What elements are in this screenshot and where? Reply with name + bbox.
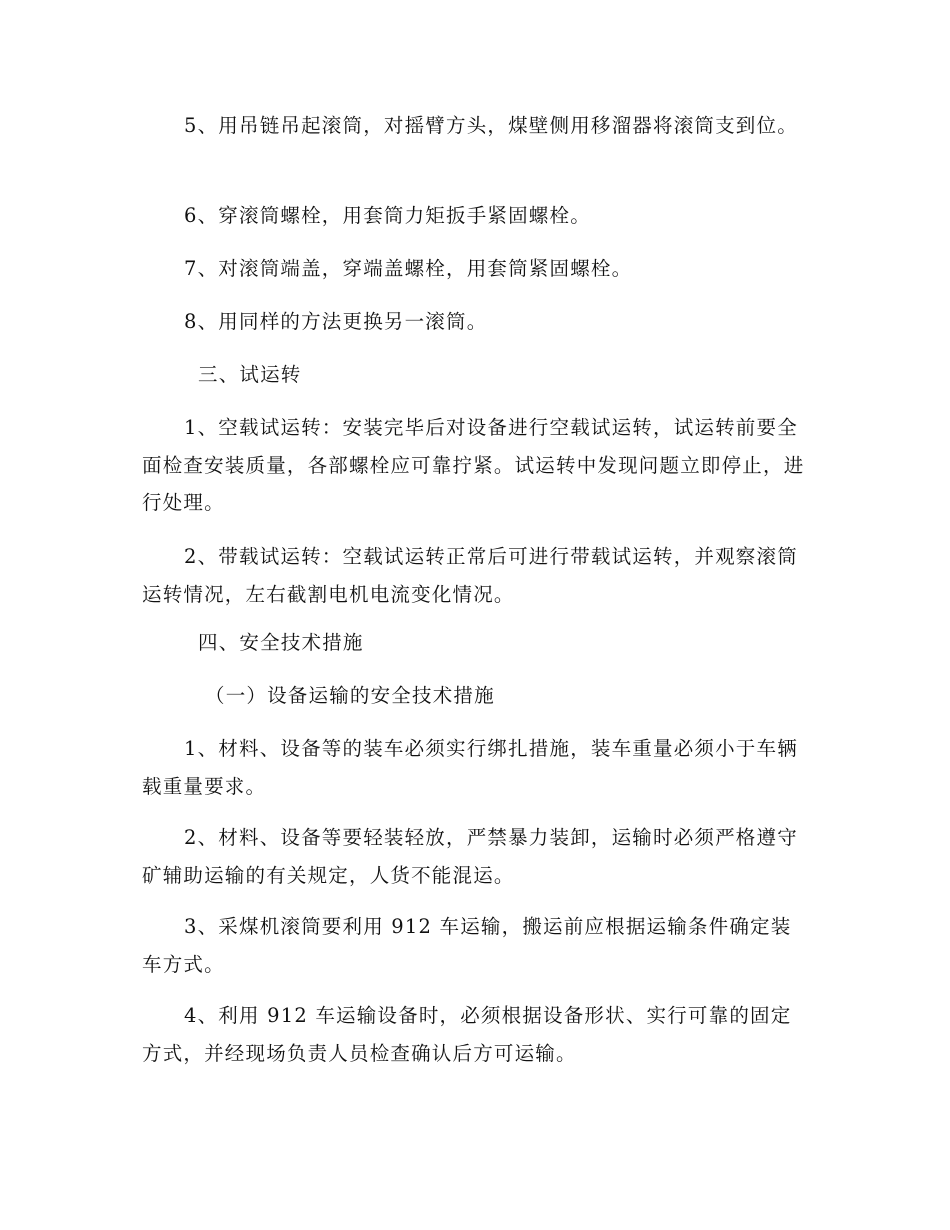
paragraph-safety-3: 3、采煤机滚筒要利用 912 车运输，搬运前应根据运输条件确定装车方式。 (142, 915, 792, 976)
paragraph-no-load-trial: 1、空载试运转：安装完毕后对设备进行空载试运转，试运转前要全面检查安装质量，各部螺栓应可靠拧紧。试运转中发现问题立即停止，进行处理。 (142, 416, 805, 514)
paragraph-step-7: 7、对滚筒端盖，穿端盖螺栓，用套筒紧固螺栓。 (184, 257, 633, 280)
subsection-heading-transport-safety: （一）设备运输的安全技术措施 (205, 684, 495, 707)
paragraph-step-5: 5、用吊链吊起滚筒，对摇臂方头，煤壁侧用移溜器将滚筒支到位。 (184, 114, 798, 137)
section-heading-safety-measures: 四、安全技术措施 (198, 631, 364, 654)
paragraph-safety-1: 1、材料、设备等的装车必须实行绑扎措施，装车重量必须小于车辆载重量要求。 (142, 737, 798, 798)
paragraph-load-trial: 2、带载试运转：空载试运转正常后可进行带载试运转，并观察滚筒运转情况，左右截割电机电流变化情况。 (142, 545, 798, 606)
paragraph-step-8: 8、用同样的方法更换另一滚筒。 (184, 310, 488, 333)
paragraph-step-6: 6、穿滚筒螺栓，用套筒力矩扳手紧固螺栓。 (184, 204, 591, 227)
section-heading-trial-run: 三、试运转 (198, 363, 302, 386)
paragraph-safety-2: 2、材料、设备等要轻装轻放，严禁暴力装卸，运输时必须严格遵守矿辅助运输的有关规定，人货不能混运。 (142, 826, 798, 887)
paragraph-safety-4: 4、利用 912 车运输设备时，必须根据设备形状、实行可靠的固定方式，并经现场负责人员检查确认后方可运输。 (142, 1004, 792, 1065)
